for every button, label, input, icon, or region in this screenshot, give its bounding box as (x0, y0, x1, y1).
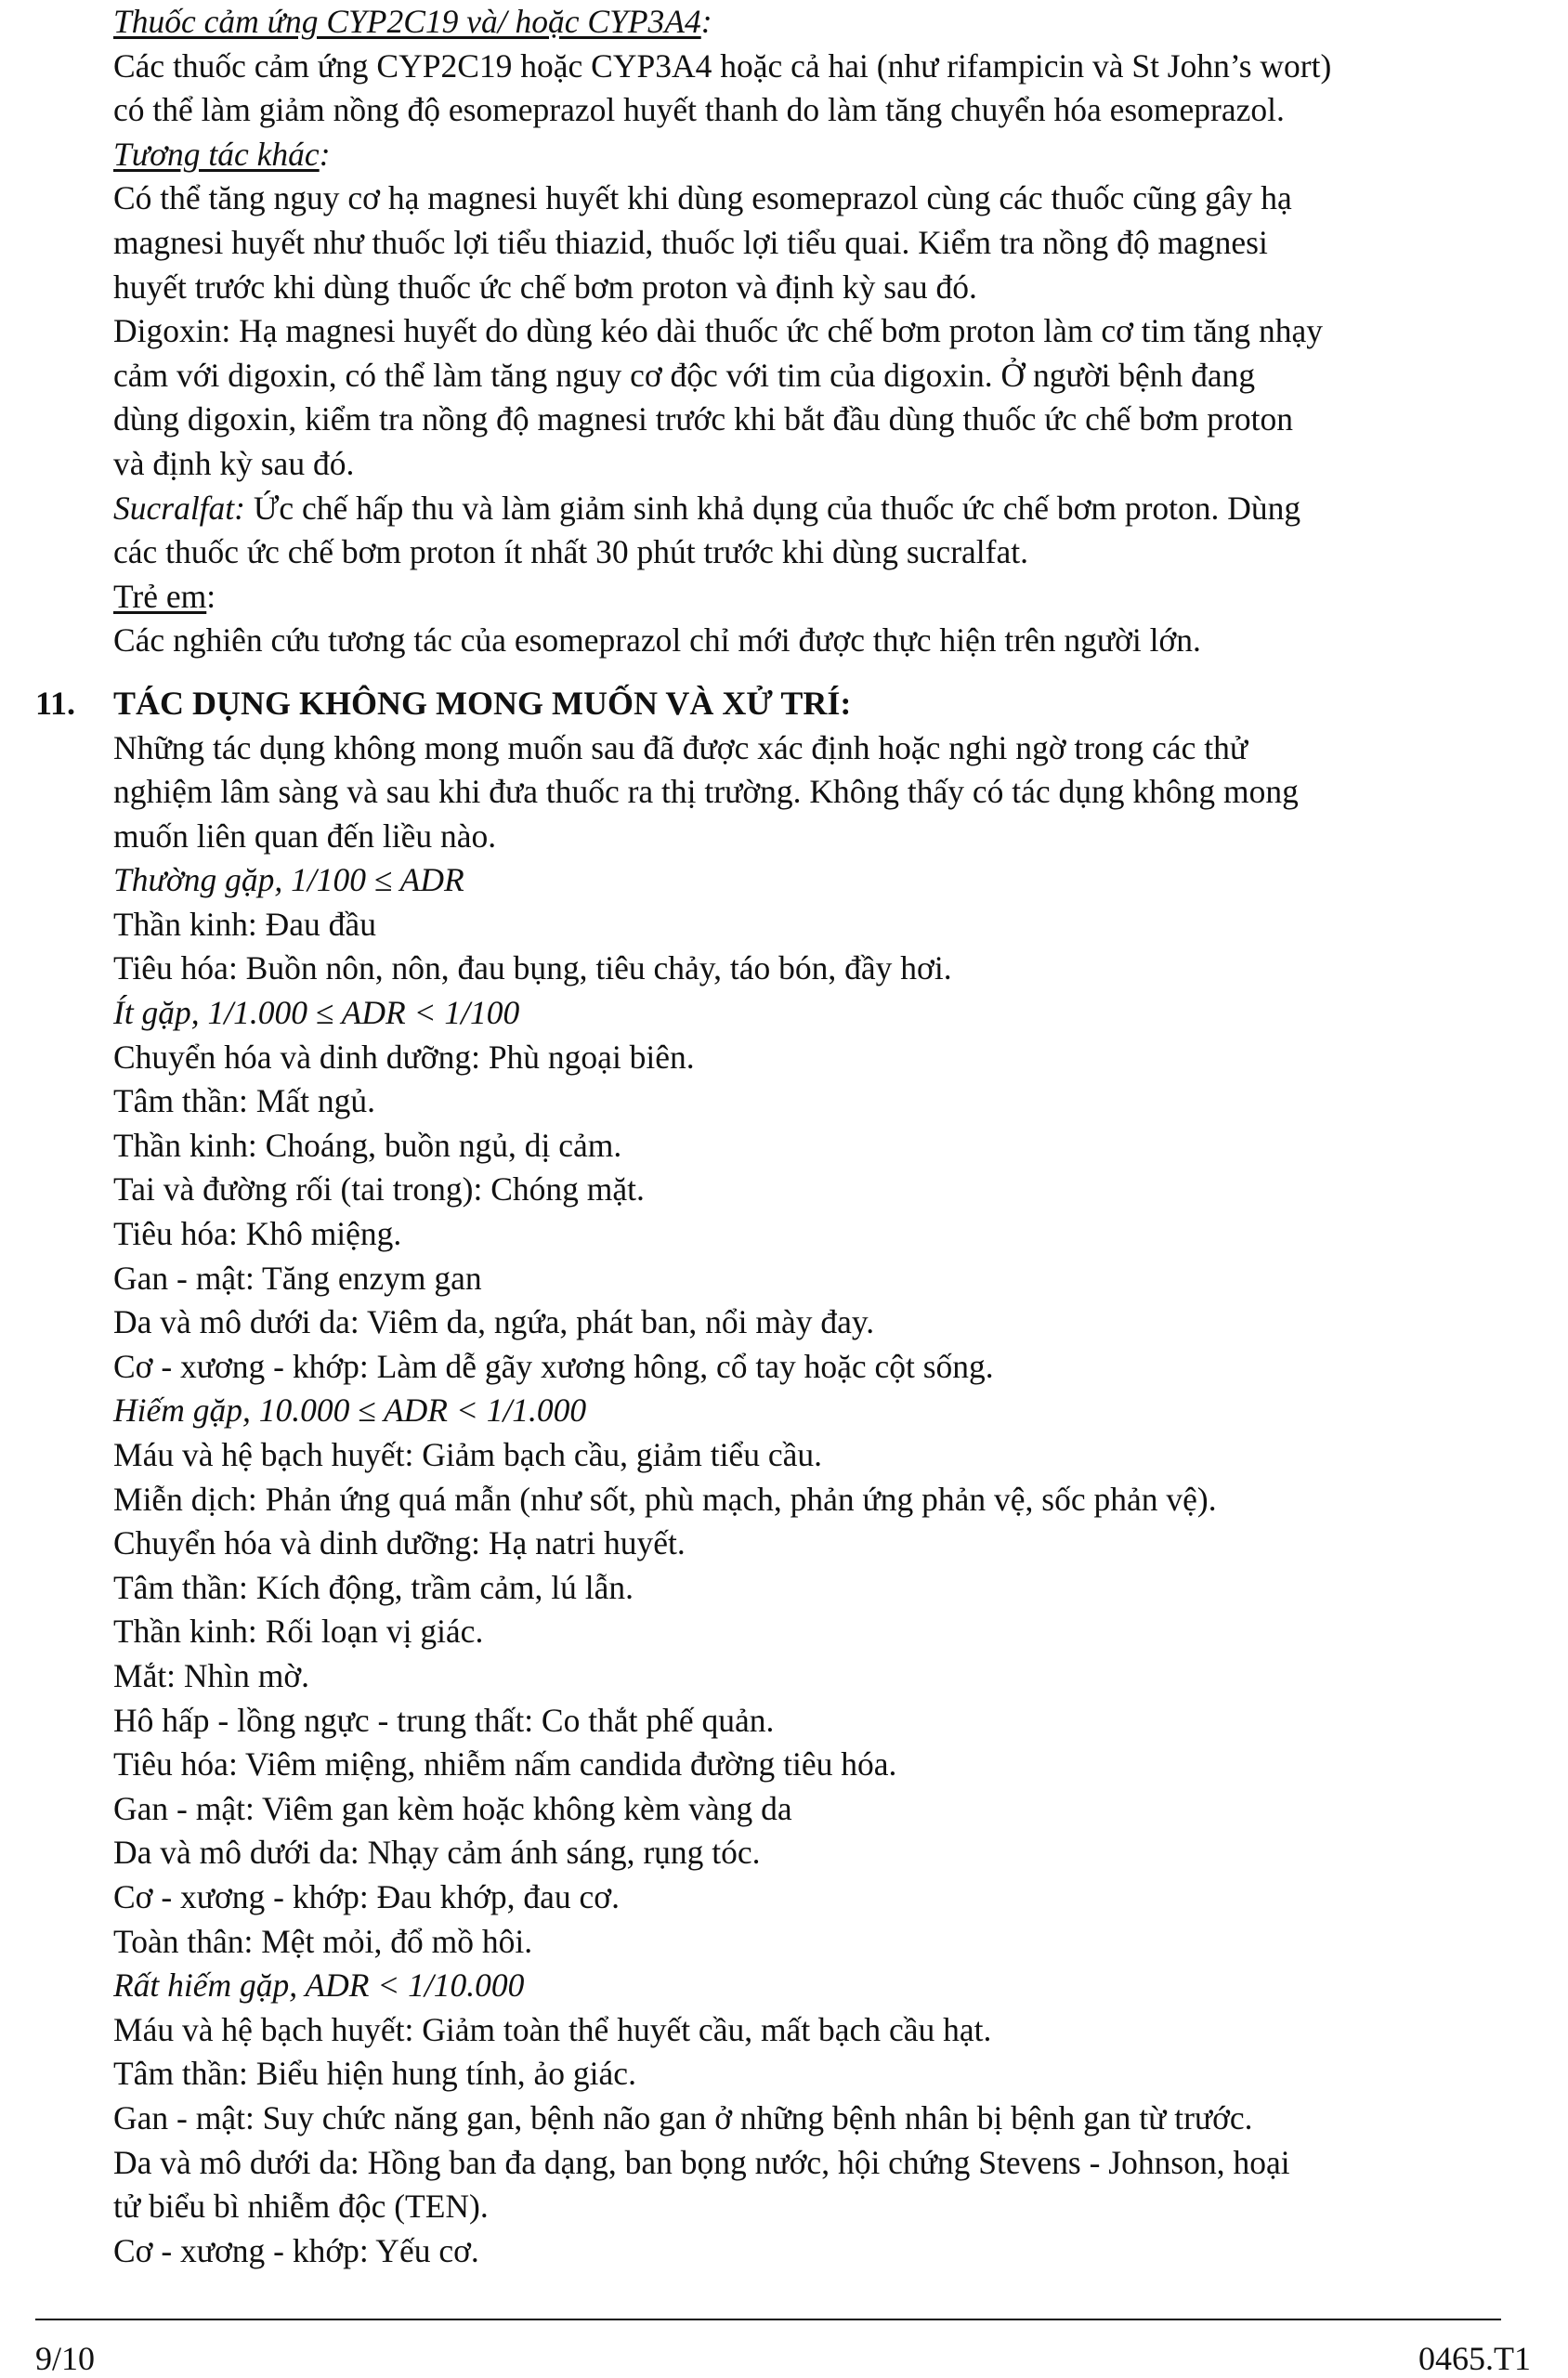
adr-item: Máu và hệ bạch huyết: Giảm bạch cầu, giảm tiểu cầu. (113, 1436, 822, 1473)
section-11-intro-line: muốn liên quan đến liều nào. (113, 817, 497, 855)
adr-item: Chuyển hóa và dinh dưỡng: Phù ngoại biên. (113, 1038, 695, 1076)
adr-item: Hô hấp - lồng ngực - trung thất: Co thắt phế quản. (113, 1701, 775, 1739)
children-heading: Trẻ em (113, 577, 207, 615)
digoxin-text-line: Digoxin: Hạ magnesi huyết do dùng kéo dài thuốc ức chế bơm proton làm cơ tim tăng nhạy (113, 312, 1323, 350)
sucralfat-text-line: các thuốc ức chế bơm proton ít nhất 30 phút trước khi dùng sucralfat. (113, 533, 1028, 571)
inducers-text-line: có thể làm giảm nồng độ esomeprazol huyết thanh do làm tăng chuyển hóa esomeprazol. (113, 91, 1285, 129)
adr-item: Da và mô dưới da: Viêm da, ngứa, phát ban, nổi mày đay. (113, 1303, 875, 1341)
adr-item: tử biểu bì nhiễm độc (TEN). (113, 2188, 489, 2226)
sucralfat-label: Sucralfat: (113, 489, 245, 527)
page-content (35, 0, 1488, 2273)
adr-item: Da và mô dưới da: Nhạy cảm ánh sáng, rụng tóc. (113, 1834, 761, 1872)
sucralfat-text: Ức chế hấp thu và làm giảm sinh khả dụng của thuốc ức chế bơm proton. Dùng (244, 489, 1301, 527)
frequency-heading-very-rare: Rất hiếm gặp, ADR < 1/10.000 (113, 1966, 525, 2005)
adr-item: Máu và hệ bạch huyết: Giảm toàn thể huyết cầu, mất bạch cầu hạt. (113, 2010, 992, 2048)
adr-item: Cơ - xương - khớp: Làm dễ gãy xương hông, cổ tay hoặc cột sống. (113, 1347, 994, 1385)
adr-item: Thần kinh: Choáng, buồn ngủ, dị cảm. (113, 1126, 622, 1164)
digoxin-text-line: dùng digoxin, kiểm tra nồng độ magnesi trước khi bắt đầu dùng thuốc ức chế bơm proton (113, 400, 1293, 438)
section-11-intro-line: Những tác dụng không mong muốn sau đã được xác định hoặc nghi ngờ trong các thử (113, 728, 1248, 766)
adr-item: Tiêu hóa: Viêm miệng, nhiễm nấm candida đường tiêu hóa. (113, 1745, 897, 1784)
adr-item: Toàn thân: Mệt mỏi, đổ mồ hôi. (113, 1922, 533, 1960)
other-interactions-heading-line (113, 133, 1488, 177)
frequency-heading-uncommon: Ít gặp, 1/1.000 ≤ ADR < 1/100 (113, 994, 520, 1032)
adr-item: Tâm thần: Mất ngủ. (113, 1082, 375, 1120)
adr-item: Mắt: Nhìn mờ. (113, 1656, 310, 1694)
section-11-intro-line: nghiệm lâm sàng và sau khi đưa thuốc ra thị trường. Không thấy có tác dụng không mong (113, 773, 1299, 811)
section-title: TÁC DỤNG KHÔNG MONG MUỐN VÀ XỬ TRÍ: (113, 684, 852, 722)
adr-item: Tai và đường rối (tai trong): Chóng mặt. (113, 1170, 645, 1209)
adr-item: Tiêu hóa: Khô miệng. (113, 1215, 402, 1253)
other-interactions-heading-colon: : (319, 135, 331, 173)
adr-item: Cơ - xương - khớp: Yếu cơ. (113, 2231, 479, 2269)
other-interactions-heading: Tương tác khác (113, 135, 320, 173)
adr-item: Miễn dịch: Phản ứng quá mẫn (như sốt, phù mạch, phản ứng phản vệ, sốc phản vệ). (113, 1480, 1217, 1518)
section-11-heading (35, 682, 1488, 726)
frequency-heading-rare: Hiếm gặp, 10.000 ≤ ADR < 1/1.000 (113, 1392, 587, 1430)
adr-item: Cơ - xương - khớp: Đau khớp, đau cơ. (113, 1877, 620, 1915)
digoxin-text-line: cảm với digoxin, có thể làm tăng nguy cơ độc với tim của digoxin. Ở người bệnh đang (113, 356, 1256, 394)
adr-item: Gan - mật: Viêm gan kèm hoặc không kèm vàng da (113, 1789, 792, 1827)
children-heading-colon: : (206, 577, 216, 615)
inducers-heading: Thuốc cảm ứng CYP2C19 và/ hoặc CYP3A4 (113, 3, 701, 40)
other-interactions-text-line: huyết trước khi dùng thuốc ức chế bơm proton và định kỳ sau đó. (113, 268, 977, 306)
adr-item: Chuyển hóa và dinh dưỡng: Hạ natri huyết. (113, 1524, 686, 1562)
page-number: 9/10 (35, 2340, 96, 2377)
adr-item: Tâm thần: Biểu hiện hung tính, ảo giác. (113, 2055, 636, 2093)
sucralfat-text-line (113, 487, 1488, 531)
adr-item: Gan - mật: Suy chức năng gan, bệnh não gan ở những bệnh nhân bị bệnh gan từ trước. (113, 2098, 1253, 2136)
inducers-heading-colon: : (700, 3, 712, 40)
inducers-text-line: Các thuốc cảm ứng CYP2C19 hoặc CYP3A4 hoặc cả hai (như rifampicin và St John’s wort) (113, 46, 1332, 85)
digoxin-text-line: và định kỳ sau đó. (113, 444, 355, 482)
document-code: 0465.T1 (1418, 2340, 1531, 2377)
adr-item: Thần kinh: Đau đầu (113, 905, 376, 943)
adr-item: Tiêu hóa: Buồn nôn, nôn, đau bụng, tiêu chảy, táo bón, đầy hơi. (113, 949, 952, 987)
adr-item: Gan - mật: Tăng enzym gan (113, 1259, 482, 1297)
children-heading-line (113, 575, 1488, 620)
inducers-heading-line (113, 0, 1488, 45)
frequency-heading-common: Thường gặp, 1/100 ≤ ADR (113, 861, 464, 899)
adr-item: Tâm thần: Kích động, trầm cảm, lú lẫn. (113, 1568, 634, 1606)
adr-item: Thần kinh: Rối loạn vị giác. (113, 1613, 484, 1651)
other-interactions-text-line: magnesi huyết như thuốc lợi tiểu thiazid, thuốc lợi tiểu quai. Kiểm tra nồng độ magnesi (113, 223, 1268, 261)
children-text-line: Các nghiên cứu tương tác của esomeprazol chỉ mới được thực hiện trên người lớn. (113, 621, 1201, 660)
footer-divider (35, 2319, 1501, 2320)
section-number: 11. (35, 684, 76, 722)
adr-item: Da và mô dưới da: Hồng ban đa dạng, ban bọng nước, hội chứng Stevens - Johnson, hoại (113, 2143, 1290, 2181)
other-interactions-text-line: Có thể tăng nguy cơ hạ magnesi huyết khi dùng esomeprazol cùng các thuốc cũng gây hạ (113, 179, 1292, 217)
